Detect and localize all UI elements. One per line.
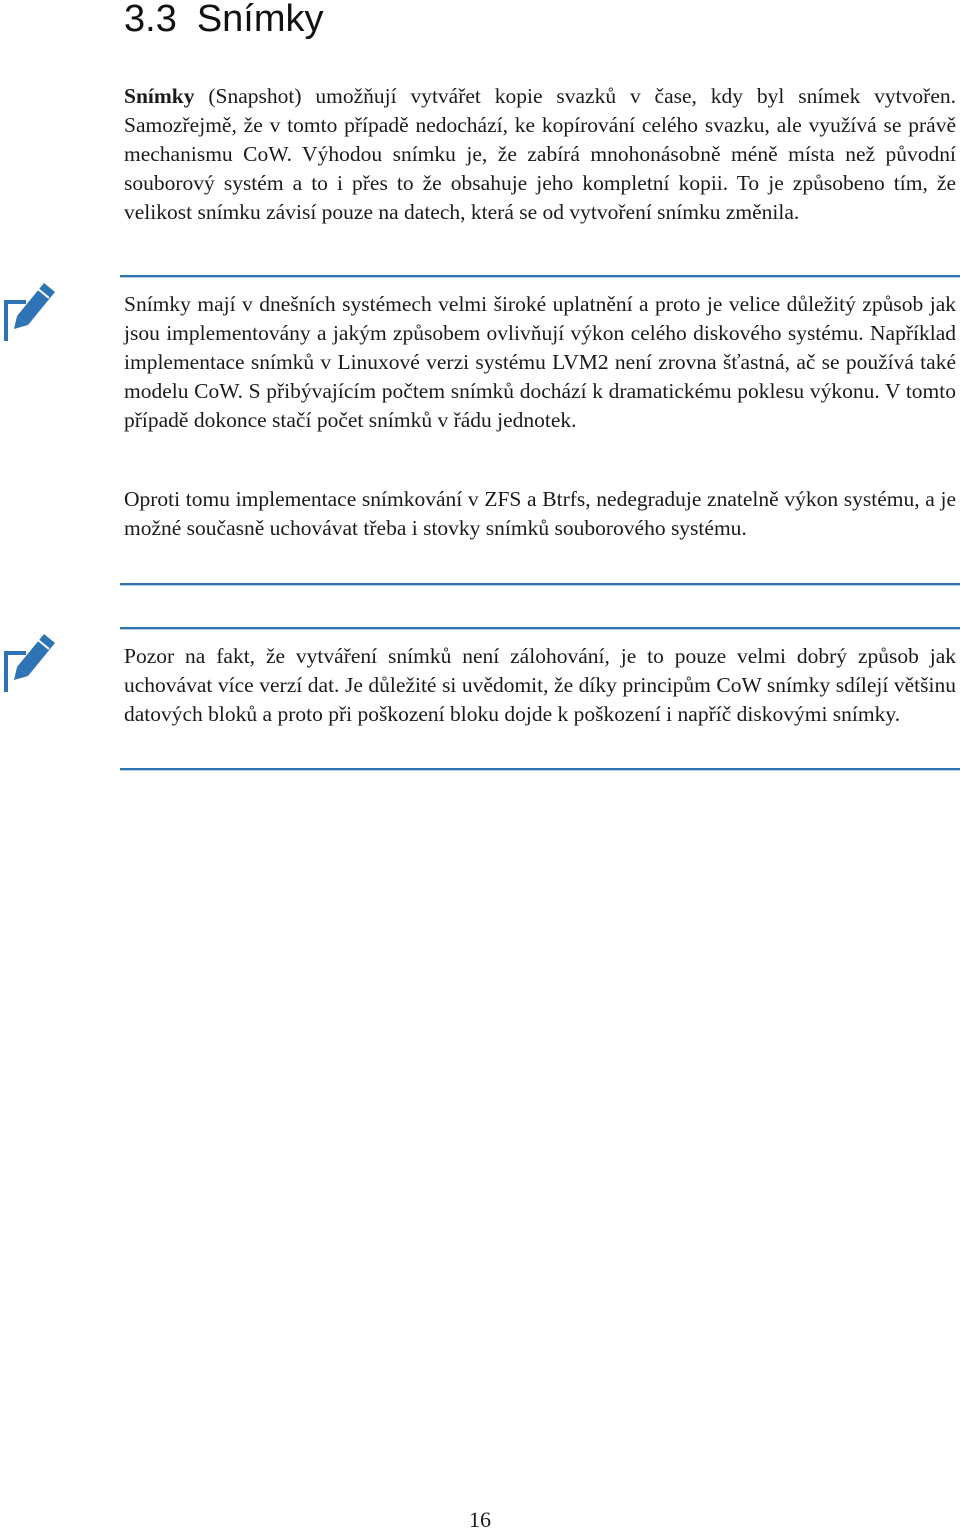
note1-paragraph-2: Oproti tomu implementace snímkování v ZFS a Btrfs, nedegraduje znatelně výkon systému, a je možné současně uchovávat třeba i stovky snímků souborového systému. [124,487,956,540]
pen-note-icon [2,630,58,694]
note1-bottom-rule [120,583,960,585]
intro-lead-term: Snímky [124,84,195,108]
pen-note-icon [2,279,58,343]
intro-text: (Snapshot) umožňují vytvářet kopie svazků v čase, kdy byl snímek vytvořen. Samozřejmě, že v tomto případě nedochází, ke kopírování celého svazku, ale využívá se právě mechanismu CoW. Výhodou snímku je, že zabírá mnohonásobně méně místa než původní souborový systém a to i přes to že obsahuje jeho kompletní kopii. To je způsobeno tím, že velikost snímku závisí pouze na datech, která se od vytvoření snímku změnila. [124,84,956,224]
note2-top-rule [120,627,960,629]
note1-top-rule [120,275,960,277]
intro-paragraph [124,82,956,227]
page-number: 16 [469,1507,491,1532]
note2-bottom-rule [120,768,960,770]
note1-paragraph-1: Snímky mají v dnešních systémech velmi široké uplatnění a proto je velice důležitý způsob jak jsou implementovány a jakým způsobem ovlivňují výkon celého diskového systému. Například implementace snímků v Linuxové verzi systému LVM2 není zrovna šťastná, ač se používá také modelu CoW. S přibývajícím počtem snímků dochází k dramatickému poklesu výkonu. V tomto případě dokonce stačí počet snímků v řádu jednotek. [124,292,956,432]
section-number: 3.3 [124,0,177,40]
note2-paragraph: Pozor na fakt, že vytváření snímků není zálohování, je to pouze velmi dobrý způsob jak uchovávat více verzí dat. Je důležité si uvědomit, že díky principům CoW snímky sdílejí většinu datových bloků a proto při poškození bloku dojde k poškození i napříč diskovými snímky. [124,644,956,726]
section-title: Snímky [196,0,324,40]
section-heading [124,0,324,42]
